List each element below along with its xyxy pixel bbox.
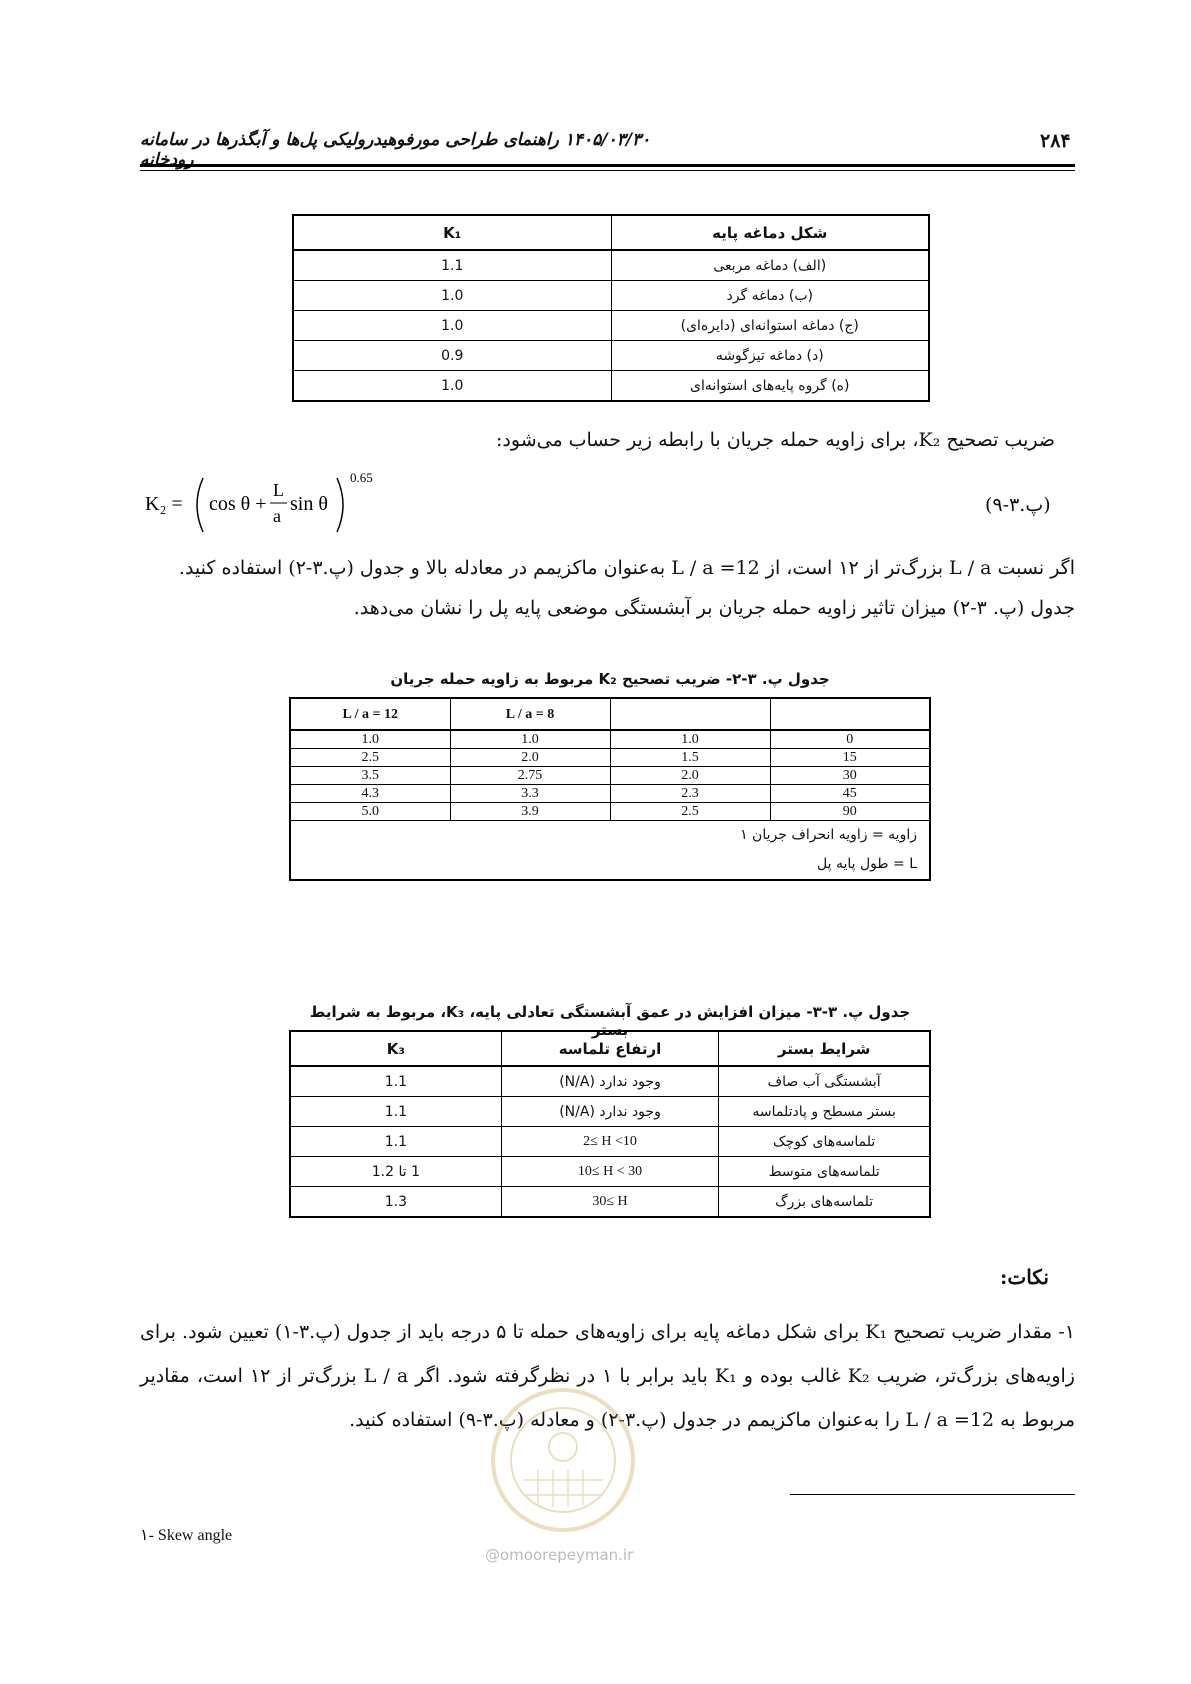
table-row	[293, 341, 929, 371]
table-cell: 15	[770, 749, 930, 767]
table3-caption: جدول پ. ۳-۳- میزان افزایش در عمق آبشستگی تعادلی پایه، K₃، مربوط به شرایط بستر	[309, 1003, 911, 1039]
table-cell: وجود ندارد (N/A)	[501, 1066, 719, 1097]
table-cell: 30≤ H	[501, 1187, 719, 1218]
table-row	[293, 371, 929, 402]
table-cell: 1.1	[290, 1066, 501, 1097]
table-cell: 90	[770, 803, 930, 821]
table-cell: وجود ندارد (N/A)	[501, 1097, 719, 1127]
table-cell: 1.0	[293, 311, 611, 341]
table2-note-angle: زاویه = زاویه انحراف جریان ۱	[290, 821, 930, 851]
table2-caption: جدول پ. ۳-۲- ضریب تصحیح K₂ مربوط به زاویه حمله جریان	[390, 670, 830, 688]
footnote-rule	[790, 1494, 1075, 1495]
exponent: 0.65	[350, 470, 373, 485]
table-note-row	[290, 821, 930, 851]
table-cell: 1.1	[290, 1097, 501, 1127]
table2-header-la12: L / a = 12	[290, 698, 450, 730]
table-cell: 2.5	[610, 803, 770, 821]
table-cell: 1.0	[293, 281, 611, 311]
table3-header-bed: شرایط بستر	[719, 1031, 930, 1066]
table-cell: 2.75	[450, 767, 610, 785]
table-row	[290, 749, 930, 767]
table-cell: بستر مسطح و پادتلماسه	[719, 1097, 930, 1127]
left-paren	[197, 478, 203, 532]
table-cell: تلماسه‌های کوچک	[719, 1127, 930, 1157]
table-cell: 1.5	[610, 749, 770, 767]
table2-header-angle	[770, 698, 930, 730]
table-cell: 1.0	[290, 730, 450, 749]
page-number: ۲۸۴	[1040, 130, 1071, 152]
table-row	[290, 1187, 930, 1218]
table3-header-k3: K₃	[290, 1031, 501, 1066]
right-paren	[337, 478, 343, 532]
table2-note-length: L = طول پایه پل	[817, 856, 917, 872]
table2-header-la8: L / a = 8	[450, 698, 610, 730]
table1-header-shape: شکل دماغه پایه	[611, 215, 929, 250]
table-header-row	[290, 698, 930, 730]
table-cell: (ه) گروه پایه‌های استوانه‌ای	[611, 371, 929, 402]
table-cell: 2.3	[610, 785, 770, 803]
table-row	[290, 785, 930, 803]
note-item-1: ۱- مقدار ضریب تصحیح K₁ برای شکل دماغه پایه برای زاویه‌های حمله تا ۵ درجه باید از جدول (پ.۳-۱) تعیین شود. برای زاویه‌های بزرگ‌تر، ضریب K₂ غالب بوده و K₁ باید برابر با ۱ در نظرگرفته شود. اگر L / a بزرگ‌تر از ۱۲ است، مقادیر مربوط به L / a =12 را به‌عنوان ماکزیمم در جدول (پ.۳-۲) و معادله (پ.۳-۹) استفاده کنید.	[140, 1321, 1075, 1431]
table-cell: (الف) دماغه مربعی	[611, 250, 929, 281]
table-row	[290, 1097, 930, 1127]
table-cell: 2≤ H <10	[501, 1127, 719, 1157]
table-cell: تلماسه‌های بزرگ	[719, 1187, 930, 1218]
table3-header-dune-height: ارتفاع تلماسه	[501, 1031, 719, 1066]
table-cell: تلماسه‌های متوسط	[719, 1157, 930, 1187]
table-cell: 1.3	[290, 1187, 501, 1218]
table-cell: (ج) دماغه استوانه‌ای (دایره‌ای)	[611, 311, 929, 341]
paragraph-la-ratio: اگر نسبت L / a بزرگ‌تر از ۱۲ است، از L / a =12 به‌عنوان ماکزیمم در معادله بالا و جدول (پ.۳-۲) استفاده کنید. جدول (پ. ۳-۲) میزان تاثیر زاویه حمله جریان بر آبشستگی موضعی پایه پل را نشان می‌دهد.	[178, 557, 1075, 619]
table-cell: 1.1	[290, 1127, 501, 1157]
table-row	[290, 1127, 930, 1157]
header-rule-thin	[140, 170, 1075, 171]
equation-lhs: K₂ =	[145, 493, 183, 515]
table-cell: 45	[770, 785, 930, 803]
table-row	[290, 767, 930, 785]
k2-attack-angle-table	[289, 697, 931, 881]
table-cell: 1.0	[293, 371, 611, 402]
table-cell: 3.5	[290, 767, 450, 785]
pier-nose-shape-table	[292, 214, 930, 402]
fraction-denominator: a	[273, 506, 281, 526]
table-note-row	[290, 850, 930, 880]
table-cell: 0	[770, 730, 930, 749]
paragraph-k2-intro: ضریب تصحیح K₂، برای زاویه حمله جریان با رابطه زیر حساب می‌شود:	[496, 429, 1055, 451]
table-row	[290, 803, 930, 821]
table-cell: 1.1	[293, 250, 611, 281]
footnote: ۱- Skew angle	[140, 1527, 233, 1544]
sin-term: sin θ	[290, 493, 328, 515]
table-cell: 30	[770, 767, 930, 785]
equation-number: (پ.۳-۹)	[985, 494, 1051, 516]
table-cell: 1 تا 1.2	[290, 1157, 501, 1187]
cos-term: cos θ +	[209, 493, 267, 515]
table-cell: 3.3	[450, 785, 610, 803]
table-cell: (د) دماغه تیزگوشه	[611, 341, 929, 371]
table-cell: 4.3	[290, 785, 450, 803]
table-row	[293, 281, 929, 311]
table-row	[293, 311, 929, 341]
header-rule	[140, 164, 1075, 167]
table-row	[290, 730, 930, 749]
table-row	[290, 1066, 930, 1097]
table-cell: 1.0	[450, 730, 610, 749]
watermark-text: @omoorepeyman.ir	[485, 1546, 634, 1564]
k3-bed-condition-table	[289, 1030, 931, 1218]
table-cell: 2.5	[290, 749, 450, 767]
table-cell: آبشستگی آب صاف	[719, 1066, 930, 1097]
table2-header-la4	[610, 698, 770, 730]
table1-header-k1: K₁	[293, 215, 611, 250]
table-cell: 2.0	[610, 767, 770, 785]
table-cell: (ب) دماغه گرد	[611, 281, 929, 311]
notes-heading: نکات:	[1000, 1265, 1049, 1289]
equation-k2	[145, 470, 385, 540]
table-cell: 10≤ H < 30	[501, 1157, 719, 1187]
watermark-seal-icon	[488, 1385, 638, 1535]
table-cell: 2.0	[450, 749, 610, 767]
fraction-numerator: L	[273, 480, 284, 500]
table-row	[290, 1157, 930, 1187]
table-cell: 5.0	[290, 803, 450, 821]
table-cell: 3.9	[450, 803, 610, 821]
table-cell: 1.0	[610, 730, 770, 749]
table-cell: 0.9	[293, 341, 611, 371]
running-header-title: ۱۴۰۵/۰۳/۳۰ راهنمای طراحی مورفوهیدرولیکی پل‌ها و آبگذرها در سامانه رودخانه	[140, 130, 651, 170]
table-row	[293, 250, 929, 281]
